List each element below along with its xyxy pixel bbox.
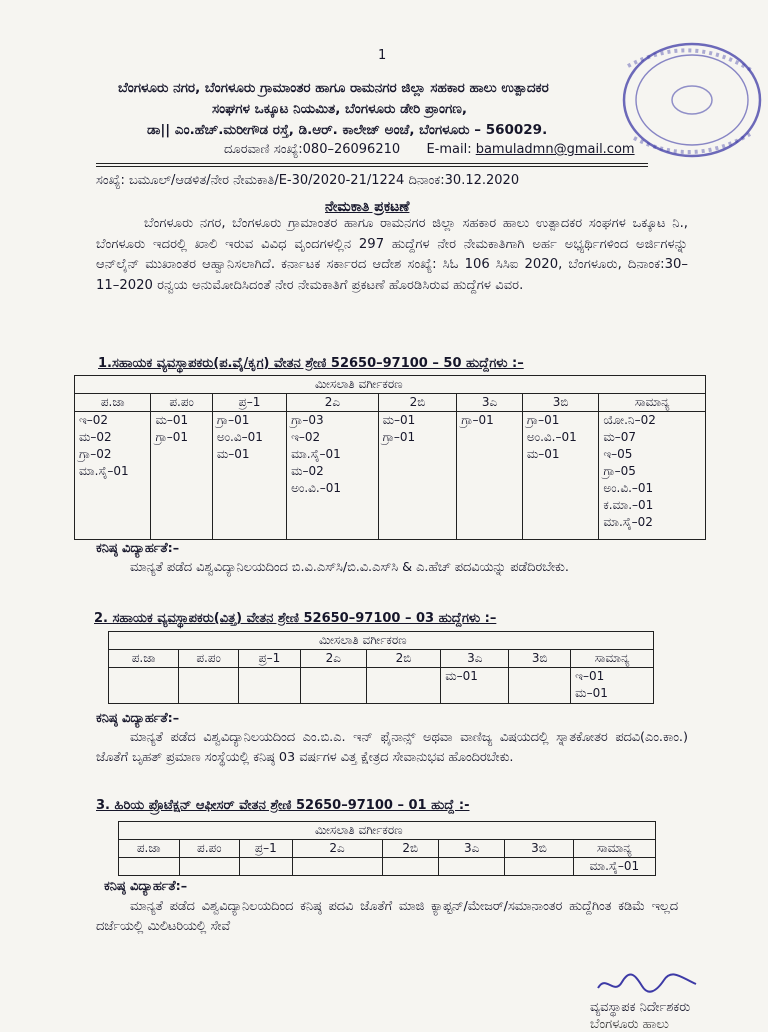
signatory-org-partial: ಬೆಂಗಳೂರು ಹಾಲು [590, 1017, 669, 1032]
cell-sc: ಇ–02 ಮ–02 ಗ್ರಾ–02 ಮಾ.ಸೈ–01 [75, 412, 151, 540]
cell-2b: ಮ–01 ಗ್ರಾ–01 [378, 412, 457, 540]
cell-3a: ಗ್ರಾ–01 [457, 412, 523, 540]
notice-title: ನೇಮಕಾತಿ ಪ್ರಕಟಣೆ [325, 199, 410, 215]
col-header: ಪ.ಪಂ [179, 650, 239, 668]
cell-sc [119, 858, 180, 876]
section-3-title: 3. ಹಿರಿಯ ಪ್ರೊಟೆಕ್ಷನ್ ಆಫೀಸರ್ ವೇತನ ಶ್ರೇಣಿ 52650–97100 – 01 ಹುದ್ದೆ :- [96, 798, 470, 813]
col-header: ಪ್ರ–1 [240, 840, 293, 858]
section-2-title: 2. ಸಹಾಯಕ ವ್ಯವಸ್ಥಾಪಕರು(ವಿತ್ತ) ವೇತನ ಶ್ರೇಣಿ 52650–97100 – 03 ಹುದ್ದೆಗಳು :– [94, 611, 497, 626]
table-row [119, 858, 656, 876]
org-name-line-2: ಸಂಘಗಳ ಒಕ್ಕೂಟ ನಿಯಮಿತ, ಬೆಂಗಳೂರು ಡೇರಿ ಪ್ರಾಂಗಣ, [212, 101, 468, 117]
col-header: ಸಾಮಾನ್ಯ [571, 650, 654, 668]
section-1-title: 1.ಸಹಾಯಕ ವ್ಯವಸ್ಥಾಪಕರು(ಪ.ವೈ/ಕೃಗ) ವೇತನ ಶ್ರೇಣಿ 52650–97100 – 50 ಹುದ್ದೆಗಳು :– [98, 356, 524, 371]
cell-cat1: ಗ್ರಾ–01 ಅಂ.ವಿ–01 ಮ–01 [212, 412, 286, 540]
intro-paragraph [96, 214, 688, 296]
section-1-qual-label: ಕನಿಷ್ಠ ವಿದ್ಯಾರ್ಹತೆ:– [96, 541, 180, 556]
cell-st [179, 668, 239, 704]
header-divider [96, 163, 648, 164]
section-2-table [108, 631, 654, 704]
phone-number: ದೂರವಾಣಿ ಸಂಖ್ಯೆ:080–26096210 [224, 142, 401, 157]
cell-3b [509, 668, 571, 704]
col-header: 3ಎ [441, 650, 509, 668]
col-header: 2ಬಿ [366, 650, 440, 668]
cell-st [179, 858, 240, 876]
col-header: 3ಎ [457, 394, 523, 412]
reservation-header: ಮೀಸಲಾತಿ ವರ್ಗೀಕರಣ [109, 632, 654, 650]
cell-2a [300, 668, 366, 704]
reservation-header: ಮೀಸಲಾತಿ ವರ್ಗೀಕರಣ [75, 376, 706, 394]
col-header: ಪ.ಪಂ [179, 840, 240, 858]
cell-3a [438, 858, 504, 876]
cell-2b [382, 858, 438, 876]
contact-line [224, 142, 635, 157]
table-row [109, 668, 654, 704]
col-header: 2ಎ [292, 840, 382, 858]
cell-st: ಮ–01 ಗ್ರಾ–01 [151, 412, 212, 540]
cell-cat1 [238, 668, 300, 704]
section-3-qual-text: ಮಾನ್ಯತೆ ಪಡೆದ ವಿಶ್ವವಿದ್ಯಾನಿಲಯದಿಂದ ಕನಿಷ್ಠ ಪದವಿ ಜೊತೆಗೆ ಮಾಜಿ ಕ್ಯಾಪ್ಟನ್/ಮೇಜರ್/ಸಮಾನಾಂತರ ಹುದ್ದೆಗಿಂತ ಕಡಿಮೆ ಇಲ್ಲದ ದರ್ಜೆಯಲ್ಲಿ ಮಿಲಿಟರಿಯಲ್ಲಿ ಸೇವೆ [96, 899, 678, 934]
intro-text: ಬೆಂಗಳೂರು ನಗರ, ಬೆಂಗಳೂರು ಗ್ರಾಮಾಂತರ ಹಾಗೂ ರಾಮನಗರ ಜಿಲ್ಲಾ ಸಹಕಾರ ಹಾಲು ಉತ್ಪಾದಕರ ಸಂಘಗಳ ಒಕ್ಕೂಟ ನಿ., ಬೆಂಗಳೂರು ಇದರಲ್ಲಿ ಖಾಲಿ ಇರುವ ವಿವಿಧ ವೃಂದಗಳಲ್ಲಿನ 297 ಹುದ್ದೆಗಳ ನೇರ ನೇಮಕಾತಿಗಾಗಿ ಅರ್ಹ ಅಭ್ಯರ್ಥಿಗಳಿಂದ ಅರ್ಜಿಗಳನ್ನು ಆನ್‌ಲೈನ್ ಮುಖಾಂತರ ಆಹ್ವಾನಿಸಲಾಗಿದೆ. ಕರ್ನಾಟಕ ಸರ್ಕಾರದ ಆದೇಶ ಸಂಖ್ಯೆ: ಸಿಓ 106 ಸಿಸಿಐ 2020, ಬೆಂಗಳೂರು, ದಿನಾಂಕ:30–11–2020 ರನ್ವಯ ಅನುಮೋದಿಸಿದಂತೆ ನೇರ ನೇಮಕಾತಿಗೆ ಪ್ರಕಟಣೆ ಹೊರಡಿಸಿರುವ ಹುದ್ದೆಗಳ ವಿವರ. [96, 216, 688, 293]
email-link[interactable]: bamuladmn@gmail.com [475, 142, 635, 157]
col-header: ಪ.ಜಾ [109, 650, 179, 668]
section-1-table [74, 375, 706, 540]
col-header: ಪ್ರ–1 [238, 650, 300, 668]
col-header: 2ಬಿ [378, 394, 457, 412]
col-header: ಪ.ಜಾ [119, 840, 180, 858]
signatory-designation: ವ್ಯವಸ್ಥಾಪಕ ನಿರ್ದೇಶಕರು [590, 1000, 691, 1015]
page-number: 1 [378, 48, 387, 63]
cell-cat1 [240, 858, 293, 876]
cell-3b: ಗ್ರಾ–01 ಅಂ.ವಿ.–01 ಮ–01 [522, 412, 598, 540]
section-3-table [118, 821, 656, 876]
cell-2a: ಗ್ರಾ–03 ಇ–02 ಮಾ.ಸೈ–01 ಮ–02 ಅಂ.ವಿ.–01 [287, 412, 379, 540]
section-1-qual-text: ಮಾನ್ಯತೆ ಪಡೆದ ವಿಶ್ವವಿದ್ಯಾನಿಲಯದಿಂದ ಬಿ.ವಿ.ಎಸ್‌ಸಿ/ಬಿ.ವಿ.ಎಸ್‌ಸಿ & ಎ.ಹೆಚ್ ಪದವಿಯನ್ನು ಪಡೆದಿರಬೇಕು. [130, 560, 569, 575]
col-header: 3ಬಿ [509, 650, 571, 668]
cell-general: ಇ–01 ಮ–01 [571, 668, 654, 704]
table-row [75, 412, 706, 540]
col-header: 2ಎ [300, 650, 366, 668]
col-header: ಪ.ಪಂ [151, 394, 212, 412]
cell-2b [366, 668, 440, 704]
table-header-row [109, 650, 654, 668]
col-header: ಸಾಮಾನ್ಯ [573, 840, 655, 858]
cell-3a: ಮ–01 [441, 668, 509, 704]
reference-number: ಸಂಖ್ಯೆ: ಬಮೂಲ್/ಆಡಳಿತ/ನೇರ ನೇಮಕಾತಿ/E-30/2020-21/1224 ದಿನಾಂಕ:30.12.2020 [96, 173, 520, 188]
org-name-line-1: ಬೆಂಗಳೂರು ನಗರ, ಬೆಂಗಳೂರು ಗ್ರಾಮಾಂತರ ಹಾಗೂ ರಾಮನಗರ ಜಿಲ್ಲಾ ಸಹಕಾರ ಹಾಲು ಉತ್ಪಾದಕರ [118, 80, 549, 96]
col-header: 2ಬಿ [382, 840, 438, 858]
col-header: ಸಾಮಾನ್ಯ [599, 394, 706, 412]
section-2-qual-text: ಮಾನ್ಯತೆ ಪಡೆದ ವಿಶ್ವವಿದ್ಯಾನಿಲಯದಿಂದ ಎಂ.ಬಿ.ಎ. ಇನ್ ಫೈನಾನ್ಸ್ ಅಥವಾ ವಾಣಿಜ್ಯ ವಿಷಯದಲ್ಲಿ ಸ್ನಾತಕೋತರ ಪದವಿ(ಎಂ.ಕಾಂ.) ಜೊತೆಗೆ ಬೃಹತ್ ಪ್ರಮಾಣ ಸಂಸ್ಥೆಯಲ್ಲಿ ಕನಿಷ್ಠ 03 ವರ್ಷಗಳ ವಿತ್ತ ಕ್ಷೇತ್ರದ ಸೇವಾನುಭವ ಹೊಂದಿರಬೇಕು. [96, 730, 688, 765]
cell-sc [109, 668, 179, 704]
section-2-qual-label: ಕನಿಷ್ಠ ವಿದ್ಯಾರ್ಹತೆ:– [96, 711, 180, 726]
email-label: E-mail: [426, 142, 472, 157]
col-header: 2ಎ [287, 394, 379, 412]
table-header-row [119, 840, 656, 858]
header-divider-2 [96, 166, 648, 167]
cell-3b [505, 858, 573, 876]
table-header-row [75, 394, 706, 412]
cell-general: ಮಾ.ಸೈ–01 [573, 858, 655, 876]
col-header: 3ಎ [438, 840, 504, 858]
signature-scrawl [592, 970, 702, 998]
cell-general: ಯೋ.ನಿ–02 ಮ–07 ಇ–05 ಗ್ರಾ–05 ಅಂ.ವಿ.–01 ಕ.ಮಾ.–01 ಮಾ.ಸೈ–02 [599, 412, 706, 540]
col-header: ಪ್ರ–1 [212, 394, 286, 412]
reservation-header: ಮೀಸಲಾತಿ ವರ್ಗೀಕರಣ [119, 822, 656, 840]
cell-2a [292, 858, 382, 876]
section-3-qual-label: ಕನಿಷ್ಠ ವಿದ್ಯಾರ್ಹತೆ:– [104, 879, 188, 894]
col-header: 3ಬಿ [505, 840, 573, 858]
org-address: ಡಾ|| ಎಂ.ಹೆಚ್.ಮರೀಗೌಡ ರಸ್ತೆ, ಡಿ.ಆರ್. ಕಾಲೇಜ್ ಅಂಚೆ, ಬೆಂಗಳೂರು – 560029. [147, 122, 548, 138]
col-header: ಪ.ಜಾ [75, 394, 151, 412]
col-header: 3ಬಿ [522, 394, 598, 412]
